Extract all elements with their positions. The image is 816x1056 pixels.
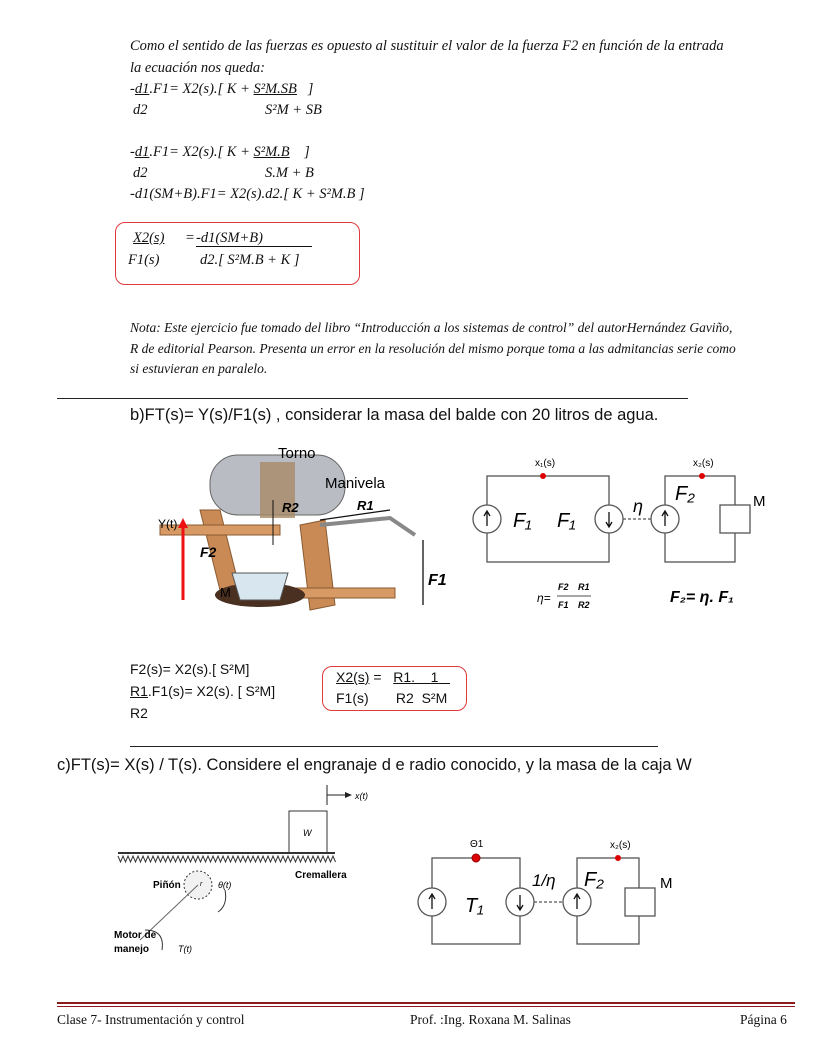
label-yt: Y(t) bbox=[158, 517, 178, 531]
bucket bbox=[232, 573, 288, 600]
crank-handle bbox=[320, 518, 415, 535]
heading-part-b: b)FT(s)= Y(s)/F1(s) , considerar la masa del balde con 20 litros de agua. bbox=[130, 406, 659, 424]
b-eq-3: R2 bbox=[130, 705, 148, 721]
rack-teeth bbox=[118, 856, 336, 862]
windlass-illustration bbox=[160, 440, 460, 615]
result-a-x2: X2(s) bbox=[133, 230, 165, 246]
label-r1: R1 bbox=[357, 498, 374, 513]
label-f2-circuit: F₂ bbox=[675, 483, 695, 505]
label-theta1: Θ1 bbox=[470, 839, 484, 850]
heading-part-c: c)FT(s)= X(s) / T(s). Considere el engranaje d e radio conocido, y la masa de la caja W bbox=[57, 756, 692, 774]
yt-arrowhead bbox=[178, 518, 188, 528]
intro-line-2: la ecuación nos queda: bbox=[130, 60, 265, 76]
label-torno: Torno bbox=[278, 445, 316, 462]
label-r: r bbox=[200, 881, 203, 888]
eta-f2: F2 bbox=[558, 582, 569, 592]
eq2-d1: d1 bbox=[134, 144, 150, 160]
result-b-eq: = bbox=[369, 669, 386, 685]
label-f1b: F₁ bbox=[557, 510, 576, 532]
footer-page-number: Página 6 bbox=[740, 1012, 787, 1027]
circuit-b bbox=[465, 450, 785, 620]
footer-center: Prof. :Ing. Roxana M. Salinas bbox=[410, 1012, 571, 1027]
b-eq-2 bbox=[130, 683, 275, 699]
eq1-close: ] bbox=[307, 81, 314, 97]
label-m-circuit: M bbox=[753, 493, 766, 510]
label-x2-c: x₂(s) bbox=[610, 840, 631, 851]
eta-f1: F1 bbox=[558, 600, 569, 610]
label-f1: F1 bbox=[428, 572, 447, 589]
eta-r1: R1 bbox=[578, 582, 590, 592]
eta-r2: R2 bbox=[578, 600, 590, 610]
result-a-num-left bbox=[133, 230, 164, 247]
frame-base-left bbox=[160, 525, 280, 535]
label-eta: η bbox=[633, 496, 643, 516]
f2-equation: F₂= η. F₁ bbox=[670, 589, 734, 606]
intro-line-1: Como el sentido de las fuerzas es opuesto al sustituir el valor de la fuerza F2 en función de la entrada bbox=[130, 38, 724, 54]
note-line-1: Nota: Este ejercicio fue tomado del libro “Introducción a los sistemas de control” del autorHernández Gaviño, bbox=[130, 320, 733, 335]
label-t1: T₁ bbox=[465, 895, 484, 917]
result-b-den bbox=[336, 690, 447, 706]
node-x1 bbox=[540, 473, 546, 479]
result-b-r2: R2 bbox=[395, 690, 414, 706]
result-b-num: X2(s) = R1. 1 bbox=[336, 669, 439, 685]
footer-rule-thin bbox=[57, 1006, 795, 1007]
eq1-d1: d1 bbox=[134, 81, 150, 97]
equation-3: -d1(SM+B).F1= X2(s).d2.[ K + S²M.B ] bbox=[130, 186, 365, 202]
result-a-eq: = bbox=[185, 230, 195, 246]
eta-eq-left: η= bbox=[537, 591, 551, 605]
eq1-rest: .F1= X2(s).[ K + bbox=[149, 81, 254, 97]
mass-m-icon bbox=[720, 505, 750, 533]
label-tt: T(t) bbox=[178, 944, 192, 954]
label-w: W bbox=[303, 828, 312, 838]
eq2-rest: .F1= X2(s).[ K + bbox=[149, 144, 254, 160]
label-f2: F2 bbox=[200, 544, 217, 560]
label-motor-2: manejo bbox=[114, 944, 150, 955]
label-m: M bbox=[220, 585, 231, 600]
result-b-f1: F1(s) bbox=[336, 690, 369, 706]
result-a-num-right: -d1(SM+B) bbox=[196, 230, 312, 247]
footer-left: Clase 7- Instrumentación y control bbox=[57, 1012, 245, 1027]
label-motor-1: Motor de bbox=[114, 930, 157, 941]
section-divider-2 bbox=[130, 746, 658, 747]
label-pinon: Piñón bbox=[153, 880, 181, 891]
b-eq2-rest: .F1(s)= X2(s). [ S²M] bbox=[147, 683, 276, 699]
eq1-frac-den: S²M + SB bbox=[265, 102, 322, 118]
b-eq2-r1: R1 bbox=[130, 683, 148, 699]
eq2-frac-den: S.M + B bbox=[265, 165, 314, 181]
result-b-r1: R1 bbox=[393, 669, 412, 685]
label-r2: R2 bbox=[282, 500, 299, 515]
node-x2-c bbox=[615, 855, 621, 861]
result-b-one: 1 bbox=[430, 669, 439, 685]
eq2-den-left: d2 bbox=[133, 165, 148, 181]
rack-pinion-diagram bbox=[100, 780, 420, 965]
theta-arrow bbox=[218, 890, 226, 912]
eq2-close: ] bbox=[304, 144, 310, 160]
label-m-c: M bbox=[660, 875, 673, 892]
eq1-frac-num: S²M.SB bbox=[253, 81, 297, 97]
label-f1a: F₁ bbox=[513, 510, 532, 532]
label-x1: x₁(s) bbox=[535, 458, 556, 469]
eq1-den-left: d2 bbox=[133, 102, 148, 118]
label-theta: θ(t) bbox=[218, 880, 232, 890]
label-f2-c: F₂ bbox=[584, 869, 604, 891]
node-theta1 bbox=[472, 854, 480, 862]
label-cremallera: Cremallera bbox=[295, 870, 347, 881]
node-x2 bbox=[699, 473, 705, 479]
result-b-x2: X2(s) bbox=[336, 669, 370, 685]
label-manivela: Manivela bbox=[325, 475, 386, 492]
label-xt: x(t) bbox=[355, 791, 368, 801]
b-eq-1: F2(s)= X2(s).[ S²M] bbox=[130, 661, 250, 677]
footer-rule bbox=[57, 1002, 795, 1004]
note-line-3: si estuvieran en paralelo. bbox=[130, 361, 268, 376]
eq2-frac-num: S²M.B bbox=[253, 144, 290, 160]
label-x2: x₂(s) bbox=[693, 458, 714, 469]
result-a-den-right: d2.[ S²M.B + K ] bbox=[200, 252, 300, 268]
mass-m-c-icon bbox=[625, 888, 655, 916]
circuit-b-loop-1 bbox=[487, 476, 609, 562]
circuit-c bbox=[420, 830, 690, 950]
result-b-s2m: S²M bbox=[421, 690, 448, 706]
result-a-den-left: F1(s) bbox=[128, 252, 160, 268]
section-divider-1 bbox=[57, 398, 688, 399]
label-inv-eta: 1/η bbox=[532, 871, 556, 890]
equation-1-top: -d1.F1= X2(s).[ K + S²M.SB ] bbox=[130, 81, 314, 97]
note-line-2: R de editorial Pearson. Presenta un error en la resolución del mismo porque toma a las admitancias serie como bbox=[130, 341, 736, 356]
equation-2-top: -d1.F1= X2(s).[ K + S²M.B ] bbox=[130, 144, 310, 160]
